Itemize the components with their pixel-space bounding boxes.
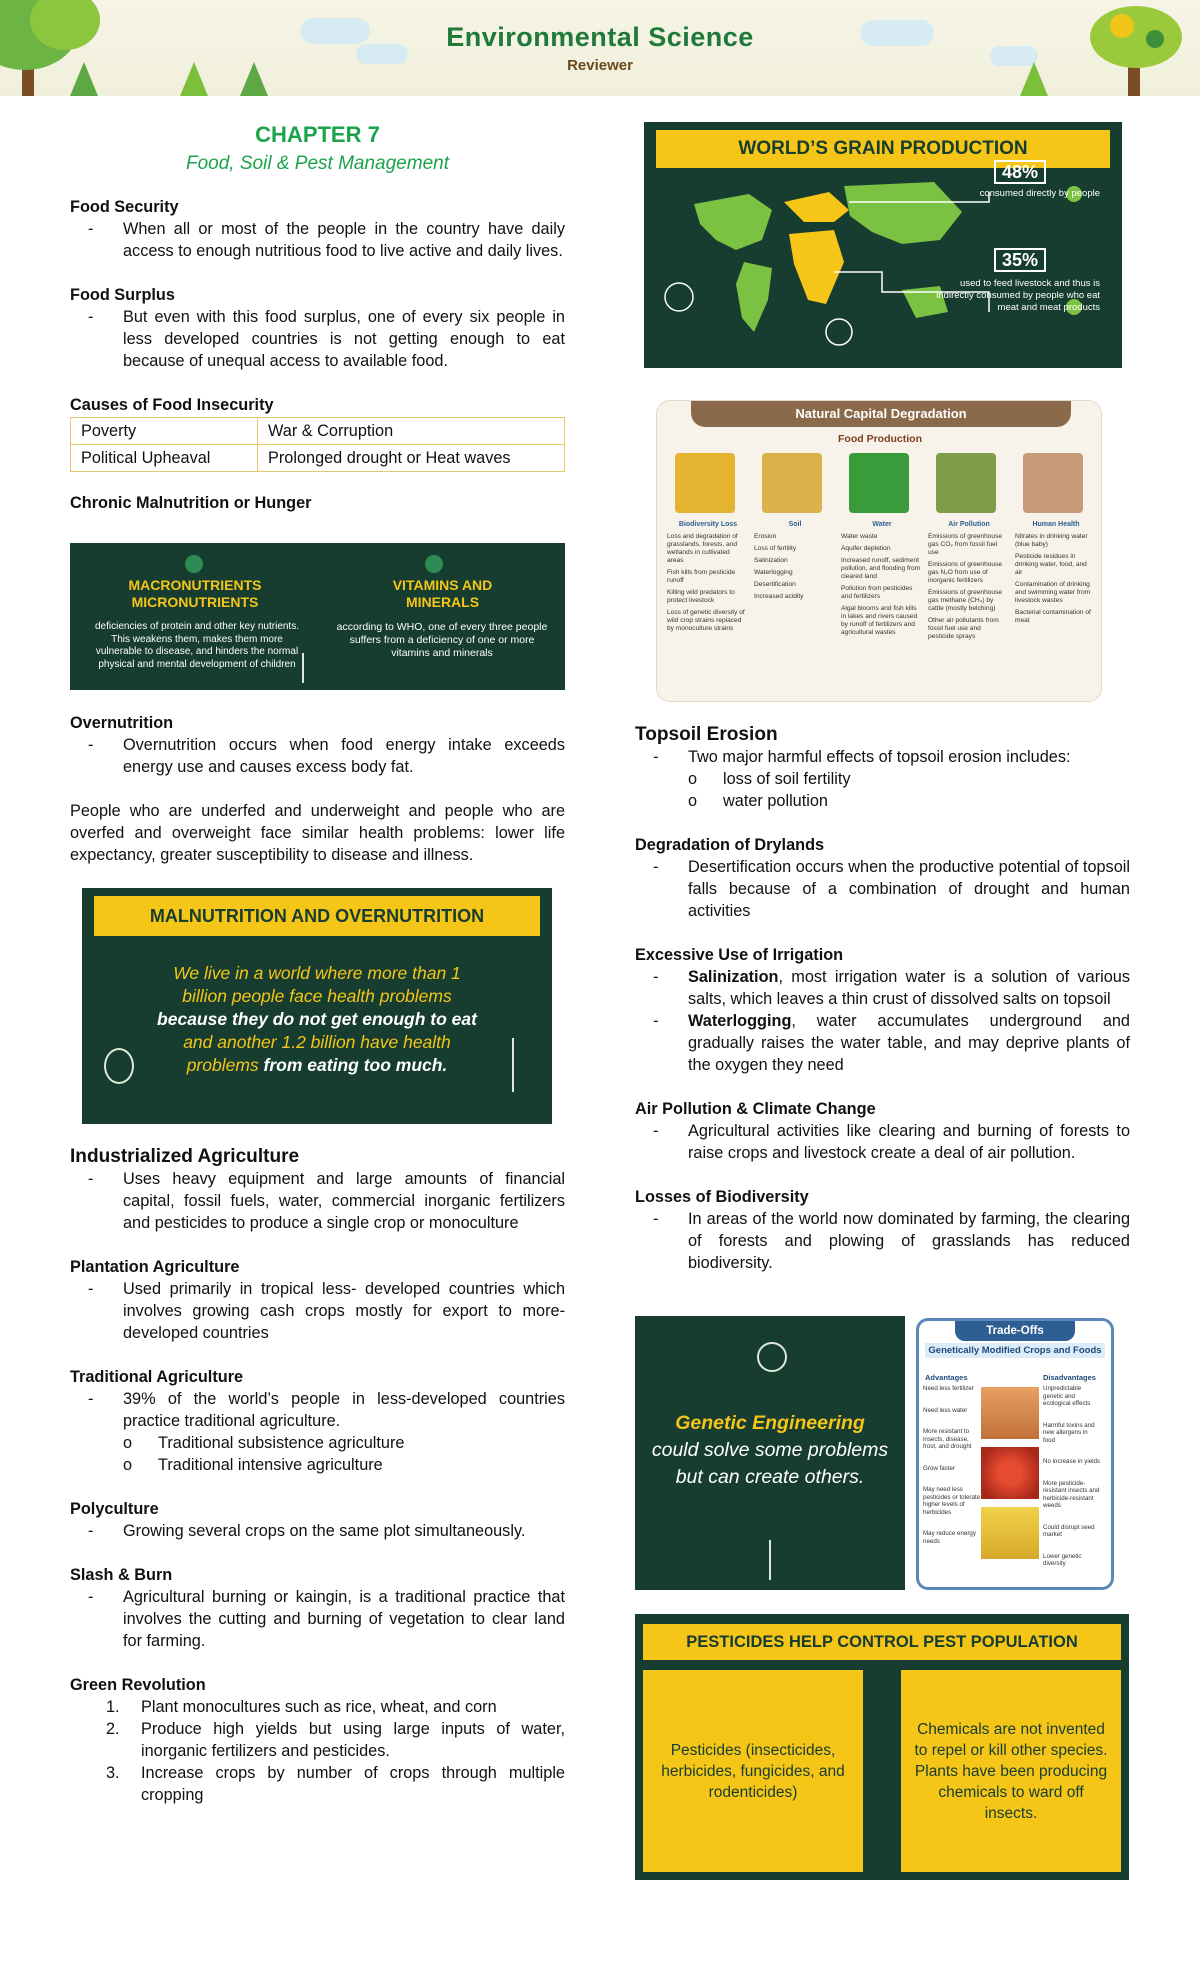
capital-column-heading: Water: [872, 521, 892, 528]
capital-column-items: [1015, 533, 1095, 629]
section-air-pollution: [635, 1098, 1130, 1164]
wheat-icon: [769, 1540, 771, 1580]
capital-column-items: [841, 533, 921, 641]
section-heading: Overnutrition: [70, 714, 174, 732]
section-heading: Food Security: [70, 198, 179, 216]
table-cell: Political Upheaval: [71, 445, 258, 472]
section-heading: Topsoil Erosion: [635, 724, 778, 745]
left-column-middle: [70, 712, 565, 866]
list-item: Need less fertilizer: [923, 1385, 974, 1392]
grain-title: WORLD’S GRAIN PRODUCTION: [656, 130, 1110, 168]
list-item: Loss of fertility: [754, 545, 797, 552]
list-item: Aquifer depletion: [841, 545, 891, 552]
list-item: Pesticide residues in drinking water, food, and air: [1015, 553, 1087, 576]
section-food-security: [70, 196, 565, 262]
left-column-lower: [70, 1146, 565, 1806]
section-heading: Green Revolution: [70, 1676, 206, 1694]
capital-photo: [762, 453, 822, 513]
section-green-revolution: [70, 1674, 565, 1806]
stat-35-text: used to feed livestock and thus is indirectly consumed by people who eat meat and meat products: [936, 278, 1100, 313]
list-item: Increased acidity: [754, 593, 804, 600]
list-item: Salinization: [754, 557, 788, 564]
malnutrition-text: We live in a world where more than 1 billion people face health problems because they do not get enough to eat and another 1.2 billion have health problems from eating too much.: [157, 963, 477, 1075]
list-item: Increased runoff, sediment pollution, and flooding from cleared land: [841, 557, 921, 580]
section-industrialized: [70, 1146, 565, 1234]
list-item: More pesticide-resistant insects and herbicide-resistant weeds: [1043, 1479, 1100, 1509]
list-item: May need less pesticides or tolerate higher levels of herbicides: [923, 1486, 981, 1516]
header-subtitle: Reviewer: [567, 57, 633, 74]
list-item: No increase in yields: [1043, 1458, 1101, 1465]
list-item: May reduce energy needs: [923, 1530, 976, 1545]
list-item: Killing wild predators to protect livestock: [667, 589, 735, 604]
list-item: Lower genetic diversity: [1043, 1552, 1082, 1567]
stat-48-text: consumed directly by people: [979, 188, 1100, 199]
bullet-item: - Waterlogging, water accumulates underground and gradually raises the water table, and may deprive plants of the oxygen they need: [653, 1012, 1130, 1074]
advantages-list: [923, 1385, 981, 1559]
person-icon: [185, 555, 203, 573]
section-drylands: [635, 834, 1130, 922]
left-column: [70, 96, 565, 514]
bullet-item: - Two major harmful effects of topsoil erosion includes:: [653, 748, 1071, 766]
bullet-item: - Used primarily in tropical less- developed countries which involves growing cash crops mostly for export to more-developed countries: [88, 1280, 565, 1342]
section-heading: Slash & Burn: [70, 1566, 173, 1584]
table-row: [71, 445, 565, 472]
genetic-text: Genetic Engineering could solve some problems but can create others.: [651, 1412, 889, 1488]
cherry-icon: [757, 1342, 787, 1372]
pesticides-infographic: [635, 1614, 1129, 1880]
capital-column-items: [928, 533, 1008, 645]
list-item: More resistant to insects, disease, frost, and drought: [923, 1428, 972, 1450]
numbered-item: 2. Produce high yields but using large inputs of water, inorganic fertilizers and pesticides.: [106, 1720, 565, 1760]
list-item: Algal blooms and fish kills in lakes and rivers caused by runoff of fertilizers and agricultural wastes: [841, 605, 918, 636]
bullet-item: - Salinization, most irrigation water is a solution of various salts, which leaves a thin crust of dissolved salts on topsoil: [653, 968, 1130, 1008]
vitamins-title: MINERALS: [405, 594, 480, 610]
wheat-icon: [512, 1038, 514, 1092]
list-item: Loss of genetic diversity of wild crop strains replaced by monoculture strains: [667, 609, 745, 632]
bullet-item: - Agricultural activities like clearing and burning of forests to raise crops and livestock create a deal of air pollution.: [653, 1122, 1130, 1162]
capital-photo: [1023, 453, 1083, 513]
disadvantages-list: [1043, 1385, 1101, 1582]
list-item: Other air pollutants from fossil fuel use and pesticide sprays: [928, 617, 999, 640]
bullet-item: - Growing several crops on the same plot simultaneously.: [88, 1522, 526, 1540]
tradeoffs-infographic: [916, 1318, 1114, 1590]
capital-title: Natural Capital Degradation: [691, 401, 1071, 427]
section-heading: Degradation of Drylands: [635, 836, 825, 854]
section-overnutrition: [70, 712, 565, 778]
list-item: Erosion: [754, 533, 777, 540]
numbered-item: 1. Plant monocultures such as rice, wheat, and corn: [106, 1698, 497, 1716]
section-slash-burn: [70, 1564, 565, 1652]
section-food-surplus: [70, 284, 565, 372]
section-irrigation: [635, 944, 1130, 1076]
section-heading: Causes of Food Insecurity: [70, 396, 274, 414]
list-item: Loss and degradation of grasslands, forests, and wetlands in cultivated areas: [667, 533, 738, 564]
chapter-title: CHAPTER 7: [255, 122, 380, 147]
capital-column-heading: Air Pollution: [948, 521, 990, 528]
right-column-text: [635, 724, 1130, 1274]
section-causes: [70, 394, 565, 472]
table-cell: Poverty: [71, 418, 258, 445]
list-item: Contamination of drinking and swimming water from livestock wastes: [1015, 581, 1091, 604]
capital-subtitle: Food Production: [838, 433, 922, 445]
capital-photo: [936, 453, 996, 513]
capital-column-items: [754, 533, 834, 605]
onion-icon: [104, 1048, 134, 1084]
bullet-item: - Overnutrition occurs when food energy intake exceeds energy use and causes excess body fat.: [88, 736, 565, 776]
table-cell: War & Corruption: [258, 418, 565, 445]
section-plantation: [70, 1256, 565, 1344]
table-cell: Prolonged drought or Heat waves: [258, 445, 565, 472]
list-item: Waterlogging: [754, 569, 793, 576]
sub-bullet-item: o water pollution: [688, 792, 828, 810]
list-item: Emissions of greenhouse gas N₂O from use of inorganic fertilizers: [928, 561, 1003, 584]
list-item: Emissions of greenhouse gas methane (CH₄) by cattle (mostly belching): [928, 589, 1003, 612]
capital-column-heading: Human Health: [1032, 521, 1080, 528]
section-heading: Losses of Biodiversity: [635, 1188, 809, 1206]
bullet-item: - Uses heavy equipment and large amounts of financial capital, fossil fuels, water, commercial inorganic fertilizers and pesticides to produce a single crop or monoculture: [88, 1170, 565, 1232]
bullet-item: - In areas of the world now dominated by farming, the clearing of forests and plowing of grasslands has reduced biodiversity.: [653, 1210, 1130, 1272]
bullet-item: - But even with this food surplus, one of every six people in less developed countries is not getting enough to eat because of unequal access to available food.: [88, 308, 565, 370]
bullet-item: - Agricultural burning or kaingin, is a traditional practice that involves the cutting and burning of vegetation to clear land for farming.: [88, 1588, 565, 1650]
section-heading: Traditional Agriculture: [70, 1368, 244, 1386]
tradeoffs-title: Trade-Offs: [955, 1321, 1075, 1341]
disadvantages-heading: Disadvantages: [1043, 1373, 1096, 1382]
section-heading: Polyculture: [70, 1500, 159, 1518]
list-item: Grow faster: [923, 1464, 955, 1472]
chapter-subtitle: Food, Soil & Pest Management: [186, 153, 449, 174]
section-chronic: [70, 492, 565, 514]
capital-column-items: [667, 533, 747, 637]
bullet-item: - Desertification occurs when the productive potential of topsoil falls because of a combination of drought and human activities: [653, 858, 1130, 920]
section-polyculture: [70, 1498, 565, 1542]
bullet-item: - When all or most of the people in the country have daily access to enough nutritious food to live active and daily lives.: [88, 220, 565, 260]
vitamins-text: according to WHO, one of every three people suffers from a deficiency of one or more vitamins and minerals: [336, 621, 548, 659]
sub-bullet-item: o Traditional intensive agriculture: [123, 1456, 383, 1474]
header-banner: [0, 0, 1200, 96]
capital-photo: [675, 453, 735, 513]
list-item: Emissions of greenhouse gas CO₂ from fossil fuel use: [928, 533, 1003, 556]
stat-48: 48%: [994, 160, 1046, 184]
list-item: Bacterial contamination of meat: [1015, 609, 1091, 624]
list-item: Harmful toxins and new allergens in food: [1043, 1421, 1095, 1444]
corn-photo: [981, 1507, 1039, 1559]
natural-capital-infographic: [656, 400, 1102, 702]
tradeoffs-subtitle: Genetically Modified Crops and Foods: [925, 1343, 1105, 1358]
list-item: Nitrates in drinking water (blue baby): [1015, 533, 1088, 548]
section-heading: Excessive Use of Irrigation: [635, 946, 844, 964]
pesticides-title: PESTICIDES HELP CONTROL PEST POPULATION: [643, 1624, 1121, 1660]
section-traditional: [70, 1366, 565, 1476]
grain-production-infographic: [644, 122, 1122, 368]
section-biodiversity: [635, 1186, 1130, 1274]
field-photo: [981, 1387, 1039, 1439]
section-heading: Air Pollution & Climate Change: [635, 1100, 876, 1118]
stat-35: 35%: [994, 248, 1046, 272]
pesticides-left-box: Pesticides (insecticides, herbicides, fungicides, and rodenticides): [643, 1670, 863, 1872]
table-row: [71, 418, 565, 445]
list-item: Need less water: [923, 1406, 968, 1414]
bullet-item: - 39% of the world’s people in less-developed countries practice traditional agriculture.: [88, 1390, 565, 1430]
list-item: Fish kills from pesticide runoff: [667, 569, 736, 584]
list-item: Could disrupt seed market: [1043, 1523, 1095, 1538]
list-item: Desertification: [754, 581, 796, 588]
macro-title: MACRONUTRIENTS: [128, 577, 262, 593]
section-topsoil: [635, 724, 1130, 812]
section-heading: Industrialized Agriculture: [70, 1146, 300, 1167]
nutrients-infographic: [70, 543, 565, 690]
tomato-photo: [981, 1447, 1039, 1499]
causes-table: [70, 417, 565, 472]
macro-title: MICRONUTRIENTS: [131, 594, 259, 610]
wheat-icon: [302, 653, 304, 683]
vitamins-title: VITAMINS AND: [392, 577, 493, 593]
body-paragraph: People who are underfed and underweight and people who are overfed and overweight face similar health problems: lower life expectancy, greater susceptibility to disease and illness.: [70, 802, 565, 864]
malnutrition-infographic: [82, 888, 552, 1124]
world-map-icon: [644, 122, 1122, 368]
section-heading: Plantation Agriculture: [70, 1258, 240, 1276]
section-heading: Food Surplus: [70, 286, 175, 304]
sub-bullet-item: o Traditional subsistence agriculture: [123, 1434, 405, 1452]
section-heading: Chronic Malnutrition or Hunger: [70, 494, 312, 512]
malnutrition-title: MALNUTRITION AND OVERNUTRITION: [94, 896, 540, 936]
list-item: Water waste: [841, 533, 878, 540]
list-item: Unpredictable genetic and ecological effects: [1043, 1385, 1091, 1407]
sub-bullet-item: o loss of soil fertility: [688, 770, 851, 788]
capital-photo: [849, 453, 909, 513]
genetic-engineering-infographic: [635, 1316, 905, 1590]
macro-text: deficiencies of protein and other key nutrients. This weakens them, makes them more vulnerable to disease, and hinders the normal physical and mental development of children: [94, 621, 299, 670]
capital-column-heading: Soil: [788, 521, 802, 528]
header-title: Environmental Science: [446, 22, 754, 52]
capital-column-heading: Biodiversity Loss: [678, 521, 738, 528]
pesticides-right-box: Chemicals are not invented to repel or kill other species. Plants have been producing chemicals to ward off insects.: [901, 1670, 1121, 1872]
numbered-item: 3. Increase crops by number of crops through multiple cropping: [106, 1764, 565, 1804]
advantages-heading: Advantages: [925, 1373, 968, 1382]
people-icon: [425, 555, 443, 573]
list-item: Pollution from pesticides and fertilizers: [841, 585, 913, 600]
